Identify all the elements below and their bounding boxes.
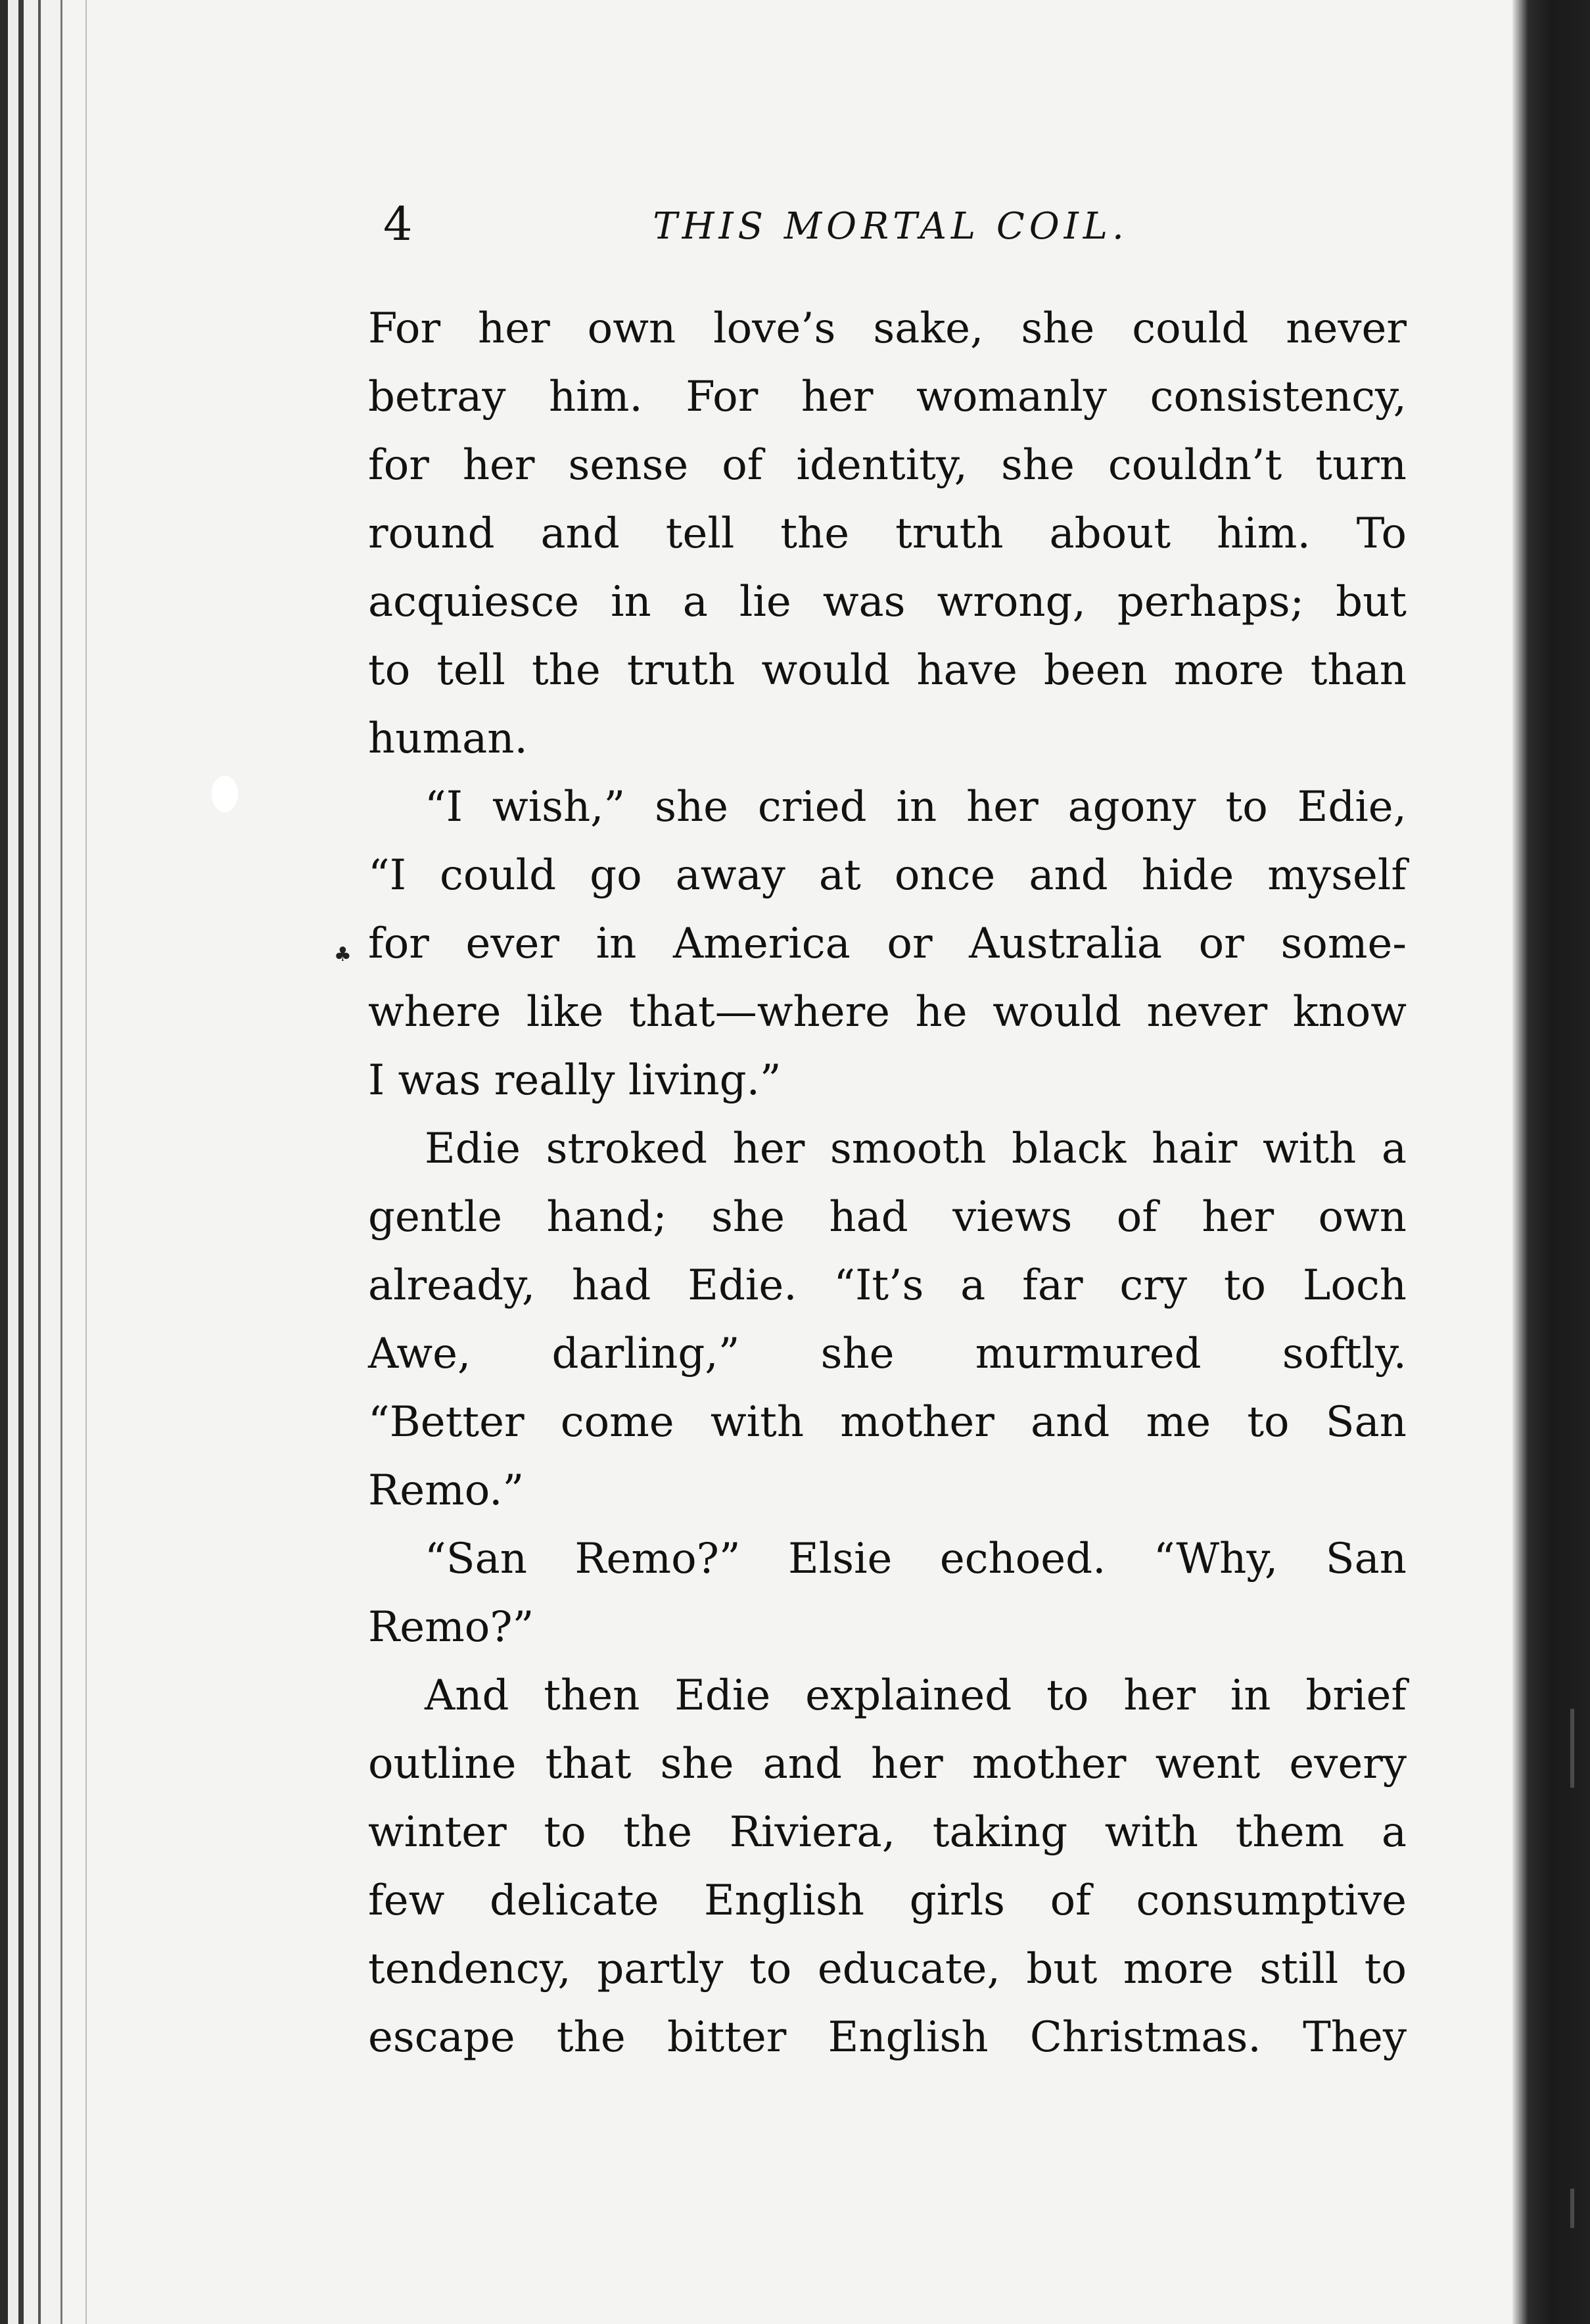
text-line: winter to the Riviera, taking with them a: [368, 1808, 1407, 1857]
page-header: [378, 197, 1403, 256]
text-line: acquiesce in a lie was wrong, perhaps; but: [368, 578, 1407, 626]
body-text: [368, 294, 1407, 2072]
text-line: Edie stroked her smooth black hair with a: [425, 1125, 1407, 1173]
text-line: where like that—where he would never know: [368, 988, 1407, 1036]
text-line: “Better come with mother and me to San: [368, 1398, 1407, 1447]
text-line: few delicate English girls of consumptive: [368, 1876, 1407, 1925]
text-line: “San Remo?” Elsie echoed. “Why, San: [425, 1535, 1407, 1583]
text-line: already, had Edie. “It’s a far cry to Loch: [368, 1261, 1407, 1310]
paper-speck: [212, 776, 238, 812]
paragraph: [368, 1525, 1407, 1662]
paragraph: [368, 1115, 1407, 1525]
text-line: for ever in America or Australia or some-: [368, 919, 1407, 968]
text-line: I was really living.”: [368, 1056, 782, 1105]
text-line: “I could go away at once and hide myself: [368, 851, 1407, 900]
text-line: for her sense of identity, she couldn’t turn: [368, 441, 1407, 490]
margin-ink-mark: ♣: [334, 943, 352, 966]
book-binding: [1512, 0, 1590, 2324]
text-line: Remo.”: [368, 1466, 525, 1515]
binding-mark: [1570, 1709, 1574, 1788]
text-line: “I wish,” she cried in her agony to Edie,: [425, 783, 1407, 831]
text-line: Awe, darling,” she murmured softly.: [368, 1330, 1407, 1378]
paragraph: [368, 294, 1407, 773]
paragraph: [368, 1662, 1407, 2072]
running-head: THIS MORTAL COIL.: [653, 205, 1129, 248]
text-line: gentle hand; she had views of her own: [368, 1193, 1407, 1242]
text-line: outline that she and her mother went every: [368, 1740, 1407, 1788]
page-number: 4: [383, 197, 413, 251]
text-line: escape the bitter English Christmas. They: [368, 2013, 1407, 2062]
text-line: human.: [368, 714, 528, 763]
text-line: Remo?”: [368, 1603, 534, 1652]
text-line: And then Edie explained to her in brief: [425, 1671, 1407, 1720]
paragraph: [368, 773, 1407, 1115]
text-line: betray him. For her womanly consistency,: [368, 373, 1407, 421]
text-line: round and tell the truth about him. To: [368, 509, 1407, 558]
binding-mark: [1570, 2189, 1574, 2228]
text-line: For her own love’s sake, she could never: [368, 304, 1407, 353]
text-line: tendency, partly to educate, but more still to: [368, 1945, 1407, 1993]
text-line: to tell the truth would have been more than: [368, 646, 1407, 695]
